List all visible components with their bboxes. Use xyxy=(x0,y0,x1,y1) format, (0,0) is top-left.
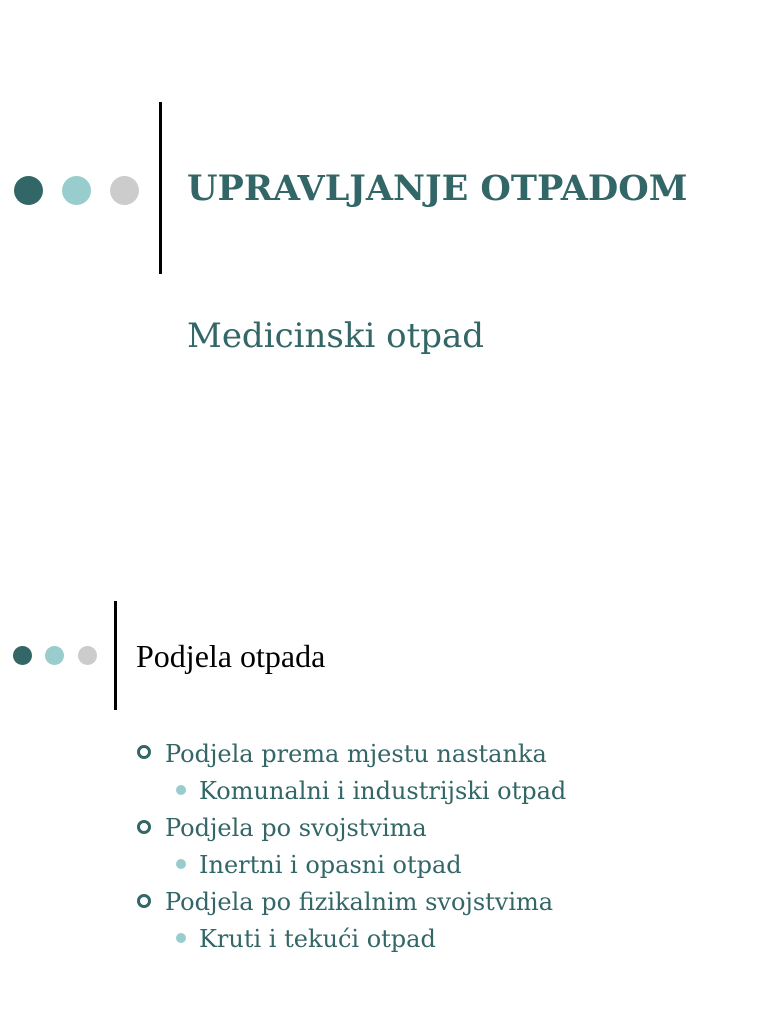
list-item: Podjela po svojstvima xyxy=(165,814,427,842)
bullet-ring-icon xyxy=(137,894,151,908)
decor-dot-dark xyxy=(14,176,43,205)
slide-title: Podjela otpada xyxy=(136,638,326,674)
decor-dot-teal xyxy=(45,646,64,665)
decor-dot-teal xyxy=(62,176,91,205)
bullet-ring-icon xyxy=(137,820,151,834)
title-divider xyxy=(159,102,162,274)
title-divider xyxy=(114,601,117,710)
list-item: Podjela prema mjestu nastanka xyxy=(165,740,547,768)
decor-dot-dark xyxy=(13,646,32,665)
slide-title: UPRAVLJANJE OTPADOM xyxy=(187,168,688,209)
bullet-ring-icon xyxy=(137,745,151,759)
bullet-dot-icon xyxy=(176,785,186,795)
list-subitem: Inertni i opasni otpad xyxy=(199,851,462,879)
slide-subtitle: Medicinski otpad xyxy=(187,316,485,356)
decor-dot-gray xyxy=(78,646,97,665)
bullet-dot-icon xyxy=(176,933,186,943)
list-item: Podjela po fizikalnim svojstvima xyxy=(165,888,554,916)
list-subitem: Komunalni i industrijski otpad xyxy=(199,777,567,805)
bullet-dot-icon xyxy=(176,859,186,869)
decor-dot-gray xyxy=(110,176,139,205)
list-subitem: Kruti i tekući otpad xyxy=(199,925,436,953)
